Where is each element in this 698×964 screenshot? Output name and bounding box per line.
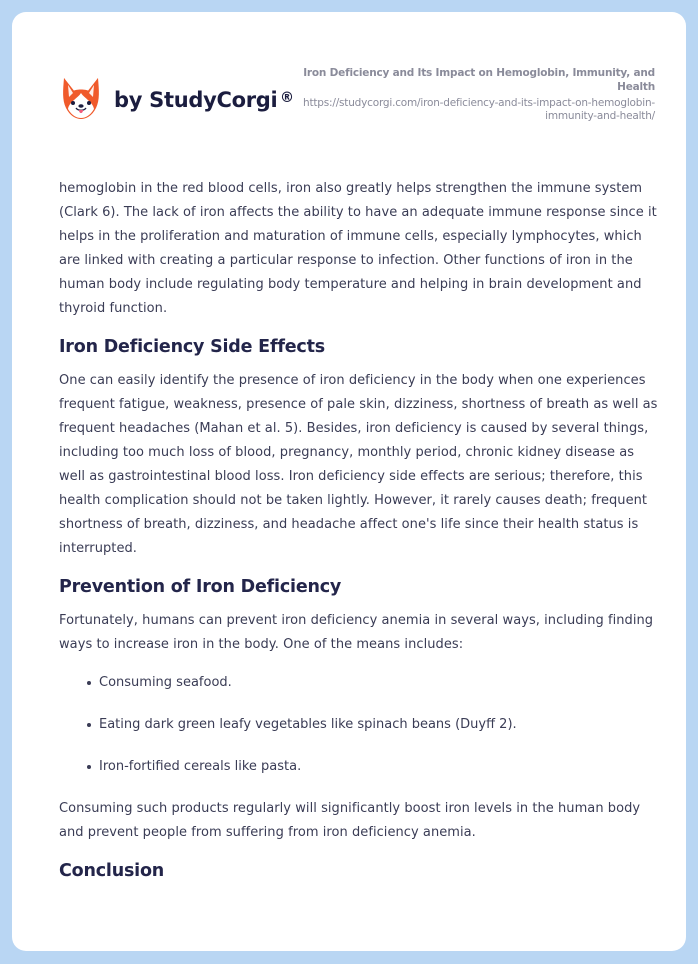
prevention-paragraph: Fortunately, humans can prevent iron deficiency anemia in several ways, including finding ways to increase iron in the body. One of the means includes: (59, 613, 654, 652)
prevention-closing-paragraph: Consuming such products regularly will significantly boost iron levels in the human body and prevent people from suffering from iron deficiency anemia. (59, 801, 641, 840)
section-heading-conclusion: Conclusion (59, 861, 165, 881)
page-header (12, 12, 686, 152)
corgi-logo-icon (61, 76, 101, 120)
list-item: Iron-fortified cereals like pasta. (99, 755, 659, 779)
document-meta (295, 66, 655, 123)
section-heading-prevention: Prevention of Iron Deficiency (59, 577, 342, 597)
list-item: Consuming seafood. (99, 671, 659, 695)
list-item: Eating dark green leafy vegetables like spinach beans (Duyff 2). (99, 713, 659, 737)
prevention-list (59, 671, 659, 779)
section-heading-side-effects: Iron Deficiency Side Effects (59, 337, 325, 357)
logo-wordmark: by StudyCorgi (114, 88, 278, 112)
registered-mark: ® (280, 90, 294, 106)
side-effects-paragraph: One can easily identify the presence of iron deficiency in the body when one experiences frequent fatigue, weakness, presence of pale skin, dizziness, shortness of breath as well as frequent headaches (Mahan et al. 5). Besides, iron deficiency is caused by several things, including too much loss of blood, pregnancy, monthly period, chronic kidney disease as well as gastrointestinal blood loss. Iron deficiency side effects are serious; therefore, this health complication should not be taken lightly. However, it rarely causes death; frequent shortness of breath, dizziness, and headache affect one's life since their health status is interrupted. (59, 373, 658, 556)
intro-paragraph: hemoglobin in the red blood cells, iron also greatly helps strengthen the immune system (Clark 6). The lack of iron affects the ability to have an adequate immune response since it helps in the proliferation and maturation of immune cells, especially lymphocytes, which are linked with creating a particular response to infection. Other functions of iron in the human body include regulating body temperature and helping in brain development and thyroid function. (59, 181, 657, 316)
studycorgi-logo[interactable] (61, 76, 294, 120)
article-body (59, 177, 659, 893)
document-url[interactable]: https://studycorgi.com/iron-deficiency-and-its-impact-on-hemoglobin-immunity-and-health/ (303, 97, 655, 122)
document-title: Iron Deficiency and Its Impact on Hemoglobin, Immunity, and Health (303, 67, 655, 93)
document-page (12, 12, 686, 951)
